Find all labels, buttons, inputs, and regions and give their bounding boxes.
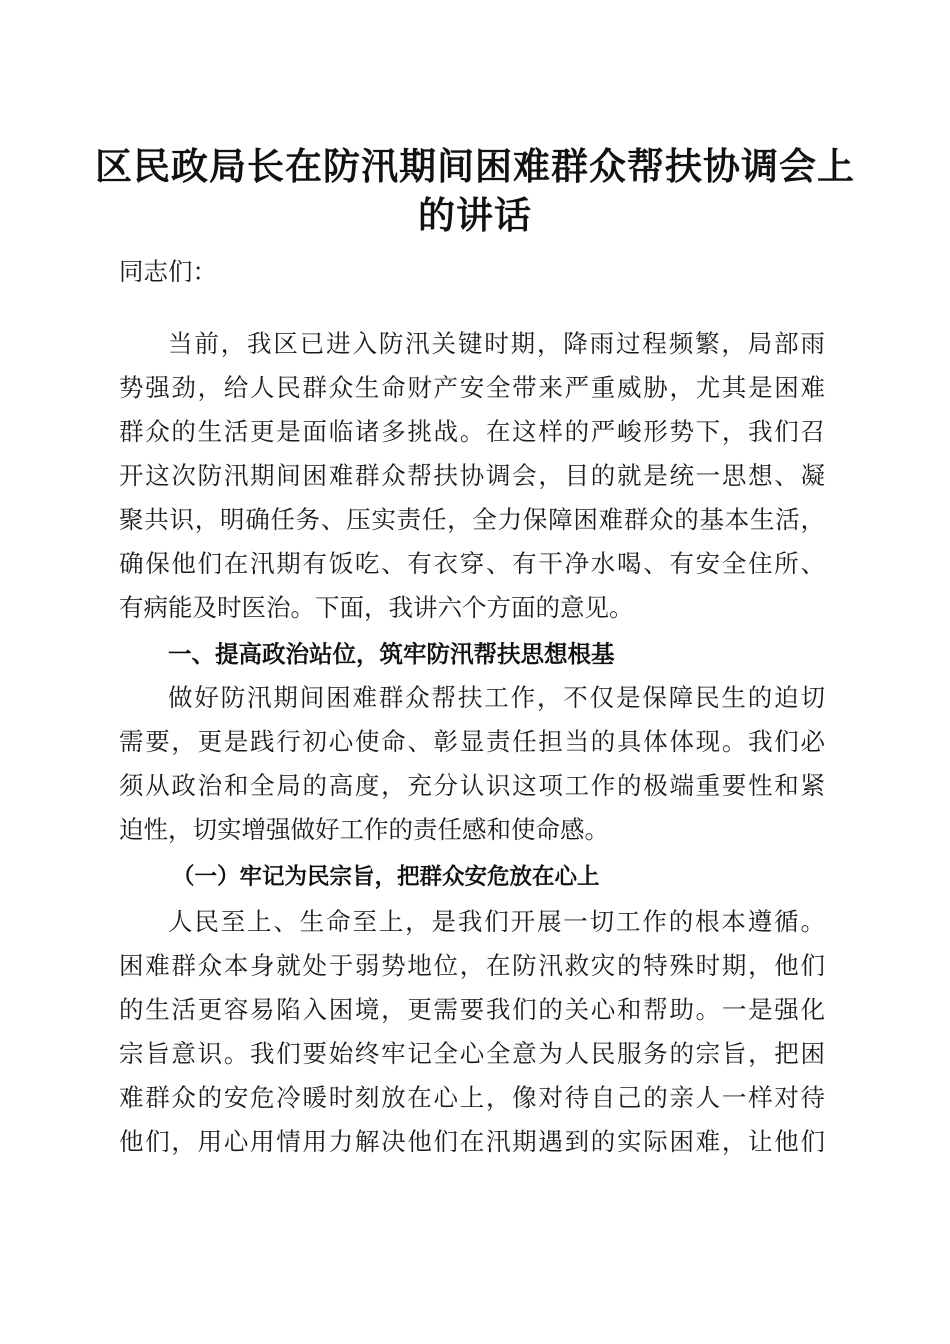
paragraph-3-line: 难群众的安危冷暖时刻放在心上，像对待自己的亲人一样对待 [119, 1083, 825, 1112]
paragraph-1-line: 开这次防汛期间困难群众帮扶协调会，目的就是统一思想、凝 [119, 461, 825, 490]
section-heading-1: 一、提高政治站位，筑牢防汛帮扶思想根基 [168, 640, 615, 668]
salutation: 同志们： [119, 257, 217, 286]
paragraph-2-line: 迫性，切实增强做好工作的责任感和使命感。 [119, 815, 609, 844]
paragraph-3-line: 的生活更容易陷入困境，更需要我们的关心和帮助。一是强化 [119, 995, 825, 1024]
paragraph-1-line: 聚共识，明确任务、压实责任，全力保障困难群众的基本生活， [119, 505, 825, 534]
document-title-line-2: 的讲话 [418, 193, 532, 237]
paragraph-3-line: 困难群众本身就处于弱势地位，在防汛救灾的特殊时期，他们 [119, 951, 825, 980]
paragraph-1-line: 势强劲，给人民群众生命财产安全带来严重威胁，尤其是困难 [119, 373, 825, 402]
paragraph-1-line: 有病能及时医治。下面，我讲六个方面的意见。 [119, 593, 634, 622]
paragraph-1-line: 群众的生活更是面临诸多挑战。在这样的严峻形势下，我们召 [119, 417, 825, 446]
document-title-line-1: 区民政局长在防汛期间困难群众帮扶协调会上 [95, 144, 855, 188]
paragraph-1-line: 当前，我区已进入防汛关键时期，降雨过程频繁，局部雨 [168, 329, 825, 358]
subsection-heading-1: （一）牢记为民宗旨，把群众安危放在心上 [172, 864, 600, 890]
paragraph-2-line: 做好防汛期间困难群众帮扶工作，不仅是保障民生的迫切 [168, 683, 825, 712]
paragraph-1-line: 确保他们在汛期有饭吃、有衣穿、有干净水喝、有安全住所、 [119, 549, 825, 578]
paragraph-3-line: 他们，用心用情用力解决他们在汛期遇到的实际困难，让他们 [119, 1127, 825, 1156]
paragraph-2-line: 须从政治和全局的高度，充分认识这项工作的极端重要性和紧 [119, 771, 825, 800]
paragraph-3-line: 人民至上、生命至上，是我们开展一切工作的根本遵循。 [168, 907, 825, 936]
paragraph-3-line: 宗旨意识。我们要始终牢记全心全意为人民服务的宗旨，把困 [119, 1039, 825, 1068]
paragraph-2-line: 需要，更是践行初心使命、彰显责任担当的具体体现。我们必 [119, 727, 825, 756]
